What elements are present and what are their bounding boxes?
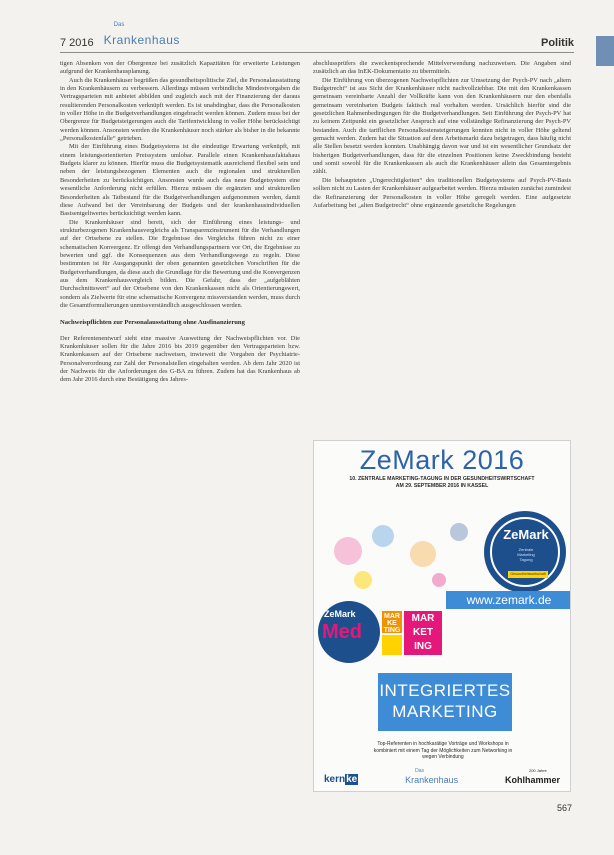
decorative-dot xyxy=(432,573,446,587)
med-logo-text: ZeMark xyxy=(324,609,356,619)
issue-number: 7 2016 xyxy=(60,37,94,49)
integrated-line-2: MARKETING xyxy=(392,702,498,721)
sponsor-krankenhaus-text: Krankenhaus xyxy=(405,775,459,785)
body-paragraph: Der Referentenentwurf sieht eine massive Ausweitung der Nachweispflichten vor. Die Krankenhäuser sollen für die Jahre 2016 bis 2019 gegenüber den Vertragsparteien bzw. Krankenkassen auf der Ortsebene nachweisen, inwieweit die Vorgaben der Psychiatrie-Personalverordnung zur Zahl der Personalstellen eingehalten werden. Ab dem Jahr 2020 ist der Nachweis für die Anforderungen des G-BA zu führen. Zudem hat das Krankenhaus ab dem Jahr 2016 durch eine Bestätigung des Jahres- xyxy=(60,334,300,384)
marketing-tile xyxy=(382,635,402,655)
body-paragraph: Auch die Krankenhäuser begrüßen das gesundheitspolitische Ziel, die Personalausstattung in den Krankenhäusern zu verbessern. Allerdings müssen verbindliche Mindestvorgaben die Vertragsparteien mit anbietet abbilden und zugleich auch mit der Finanzierung der daraus resultierenden Personalkosten verknüpft werden. Es ist unabdingbar, dass die Personalkosten in voller Höhe in die Budgetverhandlungen eingebracht werden können. Zudem muss bei der Obergrenze für Budgetsteigerungen auch die Tarifentwicklung in voller Höhe berücksichtigt werden können. Ansonsten werden die Krankenhäuser noch stärker als bisher in die bekannte „Personalkostenfalle“ getrieben. xyxy=(60,76,300,143)
marketing-tile xyxy=(404,611,442,655)
circle-line: Marketing xyxy=(517,552,535,557)
ad-footer-text xyxy=(314,741,571,761)
ad-footer-line: kombiniert mit einem Tag der Möglichkeiten zum Networking in xyxy=(373,747,513,754)
zemark-circle-logo xyxy=(484,511,566,593)
right-column xyxy=(313,60,571,210)
subheading: Nachweispflichten zur Personalausstattung ohne Ausfinanzierung xyxy=(60,319,245,327)
decorative-dot xyxy=(354,571,372,589)
zemark-med-logo xyxy=(318,601,380,663)
ad-subtitle-1: 10. ZENTRALE MARKETING-TAGUNG IN DER GESUNDHEITSWIRTSCHAFT xyxy=(349,476,535,482)
ad-url[interactable]: www.zemark.de xyxy=(446,591,571,609)
magazine-logo-text: Krankenhaus xyxy=(103,33,180,47)
sponsor-kern: kern xyxy=(324,774,346,785)
page-number: 567 xyxy=(556,803,572,813)
tile-word: KET xyxy=(413,627,433,638)
sponsor-krankenhaus-small: Das xyxy=(415,768,424,774)
decorative-dot xyxy=(372,525,394,547)
sponsor-krankenhaus-logo xyxy=(405,768,459,785)
marketing-tile xyxy=(382,611,402,633)
sponsor-kohlhammer-logo xyxy=(504,768,560,785)
sponsor-kohlhammer-text: Kohlhammer xyxy=(504,775,560,785)
sponsor-kohlhammer-small: 200 Jahre xyxy=(528,768,547,773)
section-edge-tab xyxy=(596,36,614,66)
ad-footer-line: wegen Verbindung xyxy=(422,754,464,760)
body-paragraph: abschlussprüfers die zweckentsprechende Mittelverwendung nachzuweisen. Die Angaben sind zusätzlich an das InEK-Dokumentatio zu übermitteln. xyxy=(313,60,571,76)
sponsor-ke: ke xyxy=(346,774,358,785)
circle-logo-lines xyxy=(504,547,548,562)
decorative-dot xyxy=(450,523,468,541)
body-paragraph: tigen Absenken von der Obergrenze bei zusätzlich Kapazitäten für erweiterte Leistungen aufgrund der Krankenhausplanung. xyxy=(60,60,300,76)
ad-footer-line: Top-Referenten in hochkarätige Vorträge und Workshops in xyxy=(377,741,509,747)
tile-word: MAR xyxy=(384,613,400,620)
body-paragraph: Mit der Einführung eines Budgetsystems ist die eindeutige Erwartung verknüpft, mit einem leistungsorientierten Preissystem umlobar. Parallele einen Krankenhausfaktahaus Budgets klarer zu können. Hierfür muss die Budgetsystematik ausreichend flexibel sein und neben der leistungsbezogenen Elementen auch die regionalen und strukturellen Besonderheiten zu berücksichtigen. Ansonsten wurde auch das neue Budgetsystem eine wesentliche Anforderung nicht erfüllen. Hierzu müssen die ergänzten und strukturellen Besonderheiten als Tatbestand für die Budgetverhandlungen aufgenommen werden, damit diese Aufwand bei der Vereinbarung der Budgets und der krankenhausindividuellen Basisentgeltwertes berücksichtigt werden kann. xyxy=(60,143,300,218)
body-paragraph: Die Einführung von überzogenen Nachweispflichten zur Umsetzung der Psych-PV nach „altem Budgetrecht“ ist aus Sicht der Krankenhäuser nicht nachvollziehbar. Die mit den Krankenkassen gemeinsam vereinbarte Anzahl der Vollkräfte kann von den Krankenhäusern nur den ebenfalls gemeinsam vereinbarten Budgets faktisch real vorhalten werden. Ursächlich hierfür sind die gesetzlichen Rahmenbedingungen für die Budgetverhandlungen. Seit Einführung der Psych-PV hat zu keinem Zeitpunkt ein gesetzlicher Anspruch auf eine vollständige Refinanzierung der Psych-PV bestanden. Auch die tariflichen Personalkostensteigerungen konnten nicht in voller Höhe geltend gemacht werden. Zudem hat die Situation auf dem Arbeitsmarkt dazu beigetragen, dass häufig nicht alle Stellen besetzt werden konnten. Unabhängig davon war und ist ein wesentlicher Grundsatz der bisherigen Budgetverhandlungen, dass für die einzelnen Positionen keine Zweckbindung besteht und somit sowohl für die Krankenkassen als auch die Krankenhäuser allein das Gesamtergebnis zählt. xyxy=(313,76,571,176)
left-column xyxy=(60,60,300,385)
integrated-marketing-box xyxy=(378,673,512,731)
magazine-logo xyxy=(103,22,180,52)
decorative-dot xyxy=(334,537,362,565)
tile-word: KE xyxy=(387,620,397,627)
ad-title: ZeMark 2016 xyxy=(359,445,525,475)
ad-subtitle-2: AM 29. SEPTEMBER 2016 IN KASSEL xyxy=(395,483,489,489)
decorative-dot xyxy=(410,541,436,567)
page-header xyxy=(60,22,574,53)
tile-word: MAR xyxy=(411,613,435,624)
zemark-advertisement xyxy=(313,440,571,792)
body-paragraph: Die Krankenhäuser sind bereit, sich der Einführung eines leistungs- und strukturbezogenen Krankenhausvergleichs als Transparenzinstrument für die Verhandlungen auf der Ortsebene zu stellen. Die Ergebnisse des Vergleichs führen nicht zu einer schematischen Konvergenz. Er offengt den Verhandlungspartnern vor Ort, die Ergebnisse zu bewerten und ggf. die Konsequenzen aus dem Verhandlungswege zu regeln. Diese bestimmten ist für Ausgangspunkt der oben genannten gesetzlichen Vorschriften für die Budgetverhandlungen, da diese auch die Grundlage für die Bewertung und die Konvergenzen aus dem Krankenhausvergleich bilden. Die Gefahr, dass der „aufgeblähten Durchschnittswert“ auf der Ortsebene von den Krankenkassen nicht als Orientierungswert, sondern als Zielwerte für eine schematische Konvergenz missverstanden werden, muss durch die Gesamtformulierungen unmissverständlich ausgeschlossen werden. xyxy=(60,218,300,309)
circle-badge: Gesundheitswirtschaft xyxy=(508,571,548,578)
tile-word: TING xyxy=(383,627,401,634)
sponsor-kernke-logo xyxy=(324,774,358,785)
section-title: Politik xyxy=(540,37,574,49)
integrated-line-1: INTEGRIERTES xyxy=(379,681,511,700)
med-logo-word: Med xyxy=(322,621,362,643)
magazine-logo-small: Das xyxy=(113,22,125,28)
body-paragraph: Die behaupteten „Ungerechtigkeiten“ des traditionellen Budgetsystems auf Psych-PV-Basis sollten nicht zu Lasten der Krankenhäuser aufgearbeitet werden. Hierzu müssten zunächst zumindest die Refinanzierung der Personalkosten in voller Höhe geregelt werden. Eine aufgesetzte Aufarbeitung bei „alten Budgetrecht“ ohne ergänzende gesetzliche Regelungen xyxy=(313,176,572,209)
circle-line: Zentrale xyxy=(518,547,534,552)
circle-logo-text: ZeMark xyxy=(503,527,549,542)
circle-line: Tagung xyxy=(519,557,533,562)
marketing-tile-grid xyxy=(382,611,444,655)
sponsor-logos xyxy=(324,763,560,785)
tile-word: ING xyxy=(414,641,432,652)
